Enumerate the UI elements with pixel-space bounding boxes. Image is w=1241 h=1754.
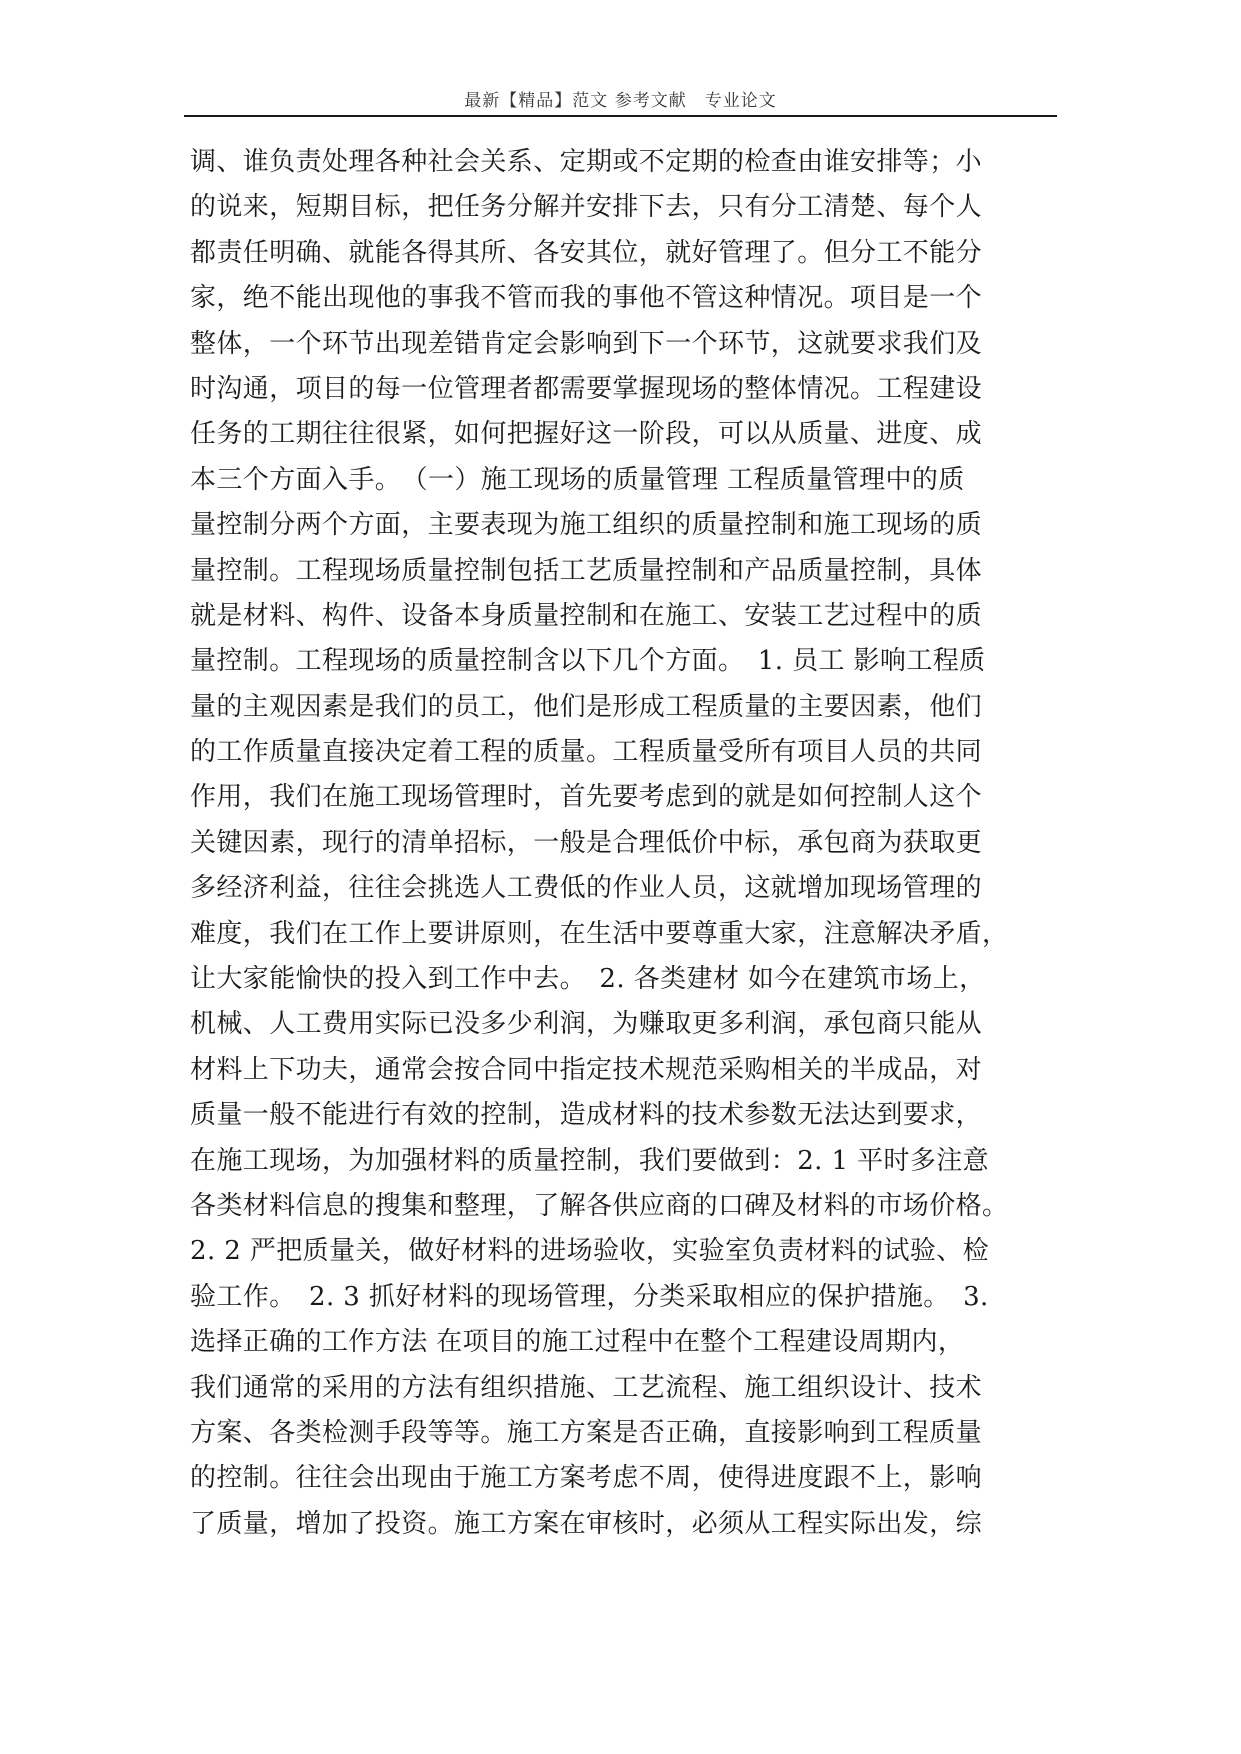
text-line: 都责任明确、就能各得其所、各安其位，就好管理了。但分工不能分 [190,237,983,268]
text-line: 我们通常的采用的方法有组织措施、工艺流程、施工组织设计、技术 [190,1372,983,1403]
text-line: 作用，我们在施工现场管理时，首先要考虑到的就是如何控制人这个 [190,782,983,813]
text-line: 方案、各类检测手段等等。施工方案是否正确，直接影响到工程质量 [190,1417,983,1448]
page-header: 最新【精品】范文 参考文献 专业论文 [464,91,777,111]
header-divider [184,115,1057,117]
text-line: 整体，一个环节出现差错肯定会影响到下一个环节，这就要求我们及 [190,328,983,359]
text-line: 在施工现场，为加强材料的质量控制，我们要做到：2. 1 平时多注意 [190,1145,990,1176]
text-line: 了质量，增加了投资。施工方案在审核时，必须从工程实际出发，综 [190,1508,983,1539]
text-line: 本三个方面入手。 （一）施工现场的质量管理 工程质量管理中的质 [190,464,965,495]
text-line: 量控制。工程现场质量控制包括工艺质量控制和产品质量控制，具体 [190,555,983,586]
text-line: 质量一般不能进行有效的控制，造成材料的技术参数无法达到要求， [190,1100,983,1131]
text-line: 量控制。工程现场的质量控制含以下几个方面。 1. 员工 影响工程质 [190,646,986,677]
text-line: 多经济利益，往往会挑选人工费低的作业人员，这就增加现场管理的 [190,873,983,904]
text-line: 让大家能愉快的投入到工作中去。 2. 各类建材 如今在建筑市场上， [190,964,986,995]
text-line: 就是材料、构件、设备本身质量控制和在施工、安装工艺过程中的质 [190,600,983,631]
text-line: 选择正确的工作方法 在项目的施工过程中在整个工程建设周期内， [190,1327,965,1358]
text-line: 材料上下功夫，通常会按合同中指定技术规范采购相关的半成品，对 [190,1054,983,1085]
text-line: 验工作。 2. 3 抓好材料的现场管理，分类采取相应的保护措施。 3. [190,1281,989,1312]
text-line: 2. 2 严把质量关，做好材料的进场验收，实验室负责材料的试验、检 [190,1236,990,1267]
text-line: 关键因素，现行的清单招标，一般是合理低价中标，承包商为获取更 [190,827,983,858]
text-line: 的工作质量直接决定着工程的质量。工程质量受所有项目人员的共同 [190,737,983,768]
text-line: 的说来，短期目标，把任务分解并安排下去，只有分工清楚、每个人 [190,192,983,223]
text-line: 时沟通，项目的每一位管理者都需要掌握现场的整体情况。工程建设 [190,373,983,404]
text-line: 各类材料信息的搜集和整理，了解各供应商的口碑及材料的市场价格。 [190,1190,1009,1221]
text-line: 家，绝不能出现他的事我不管而我的事他不管这种情况。项目是一个 [190,283,983,314]
text-line: 量的主观因素是我们的员工，他们是形成工程质量的主要因素，他们 [190,691,983,722]
text-line: 机械、人工费用实际已没多少利润，为赚取更多利润，承包商只能从 [190,1009,983,1040]
text-line: 的控制。往往会出现由于施工方案考虑不周，使得进度跟不上，影响 [190,1463,983,1494]
text-line: 调、谁负责处理各种社会关系、定期或不定期的检查由谁安排等；小 [190,147,983,177]
body-text [190,140,1062,1547]
text-line: 难度，我们在工作上要讲原则，在生活中要尊重大家，注意解决矛盾， [190,918,1009,949]
text-line: 任务的工期往往很紧，如何把握好这一阶段，可以从质量、进度、成 [190,419,983,450]
text-line: 量控制分两个方面，主要表现为施工组织的质量控制和施工现场的质 [190,510,983,541]
